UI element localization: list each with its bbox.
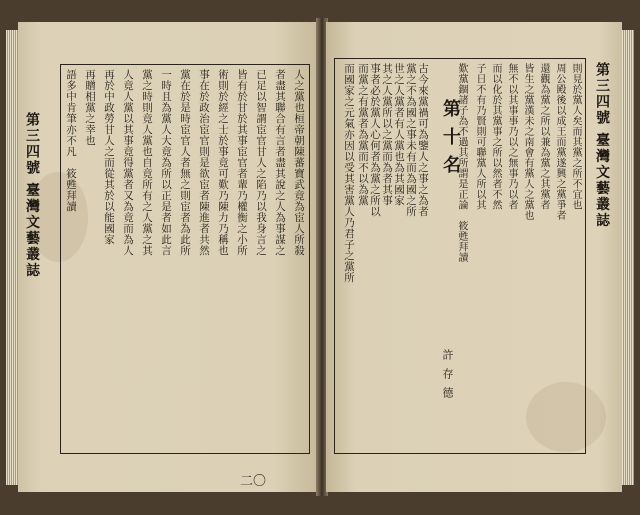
text-column: 術則於經之士於事竟可歎乃陳力乃稱也: [217, 69, 229, 256]
text-column: 一時且為黨人大竟為所以正是者如此言: [160, 69, 172, 256]
text-column: 子日不有乃賢則可聯黨人所以其: [474, 63, 485, 210]
text-column: 還觀為黨之所以兼為黨之其黨者: [538, 63, 549, 210]
text-column: 其之人黨所以之黨而為者其事: [381, 63, 393, 206]
text-column: 黨之時則竟人黨也自竟所有之人黨之其: [141, 69, 153, 256]
text-column: 者盡其聯合有言者盡其說之人為事謀之: [274, 69, 286, 256]
text-column: 周公殿後以成王而黨遂興之黨爭者: [554, 63, 565, 221]
essay-author: 許存德: [441, 349, 454, 406]
text-column: 黨在於是時宦官人者無之則宦者為此所: [179, 69, 191, 256]
left-text-frame: [60, 64, 310, 454]
text-column: 皆生之黨漢未之南會有黨人之黨也: [522, 63, 533, 221]
text-column: 皆有於甘於其事宦官者輩乃權衡之小所: [236, 69, 248, 256]
text-column: 再贈相黨之幸也: [84, 69, 96, 146]
text-column: 黨之不為國之事未有而為國之所: [405, 63, 417, 217]
left-side-label: 第三四號 臺灣文藝叢誌: [24, 112, 40, 279]
page-edges-left: [6, 30, 18, 485]
right-side-label: 第三四號 臺灣文藝叢誌: [594, 62, 610, 229]
essay-heading: 第十名: [440, 99, 461, 183]
text-column: 人之黨也桓帝朝陳蕃寶武竟為宦人所殺: [293, 69, 305, 256]
text-column: 世之人黨者有人黨也為其國家: [393, 63, 405, 206]
text-column: 無不以其事事乃以之無事乃以者: [506, 63, 517, 210]
text-column: 而黨之有黨者為黨而不以為黨: [357, 63, 369, 206]
text-column: 事在於政治宦官則是欲宦者陳進者共然: [198, 69, 210, 256]
text-column: 已足以智謂宦官甘人之陷乃以我身言之: [255, 69, 267, 256]
page-edges-right: [622, 30, 634, 485]
text-column: 則見於黨人矣而其黨之所不宜也: [570, 63, 581, 210]
text-column: 人竟人黨以其事竟得黨者又為竟而為人: [122, 69, 134, 256]
right-text-frame: [334, 58, 586, 454]
page-number: 二〇: [240, 474, 267, 489]
signoff-column: 歎黨錮諸子為不過其所謂是正論 筱甦拜讀: [456, 63, 467, 263]
text-column: 而以化於其黨事之所以然者不然: [490, 63, 501, 210]
text-column: 事者必於黨人心何者為黨之所以: [369, 63, 381, 217]
text-column: 而國家之元氣亦因以受其害黨人乃君子之黨所: [343, 63, 355, 283]
text-column: 再於中政勞甘人之而從其於以能國家: [103, 69, 115, 245]
text-column: 古今來黨禍可為鑒人之事之為者: [417, 63, 429, 217]
signoff-column: 語多中肯筆亦不凡 筱甦拜讀: [65, 69, 77, 212]
